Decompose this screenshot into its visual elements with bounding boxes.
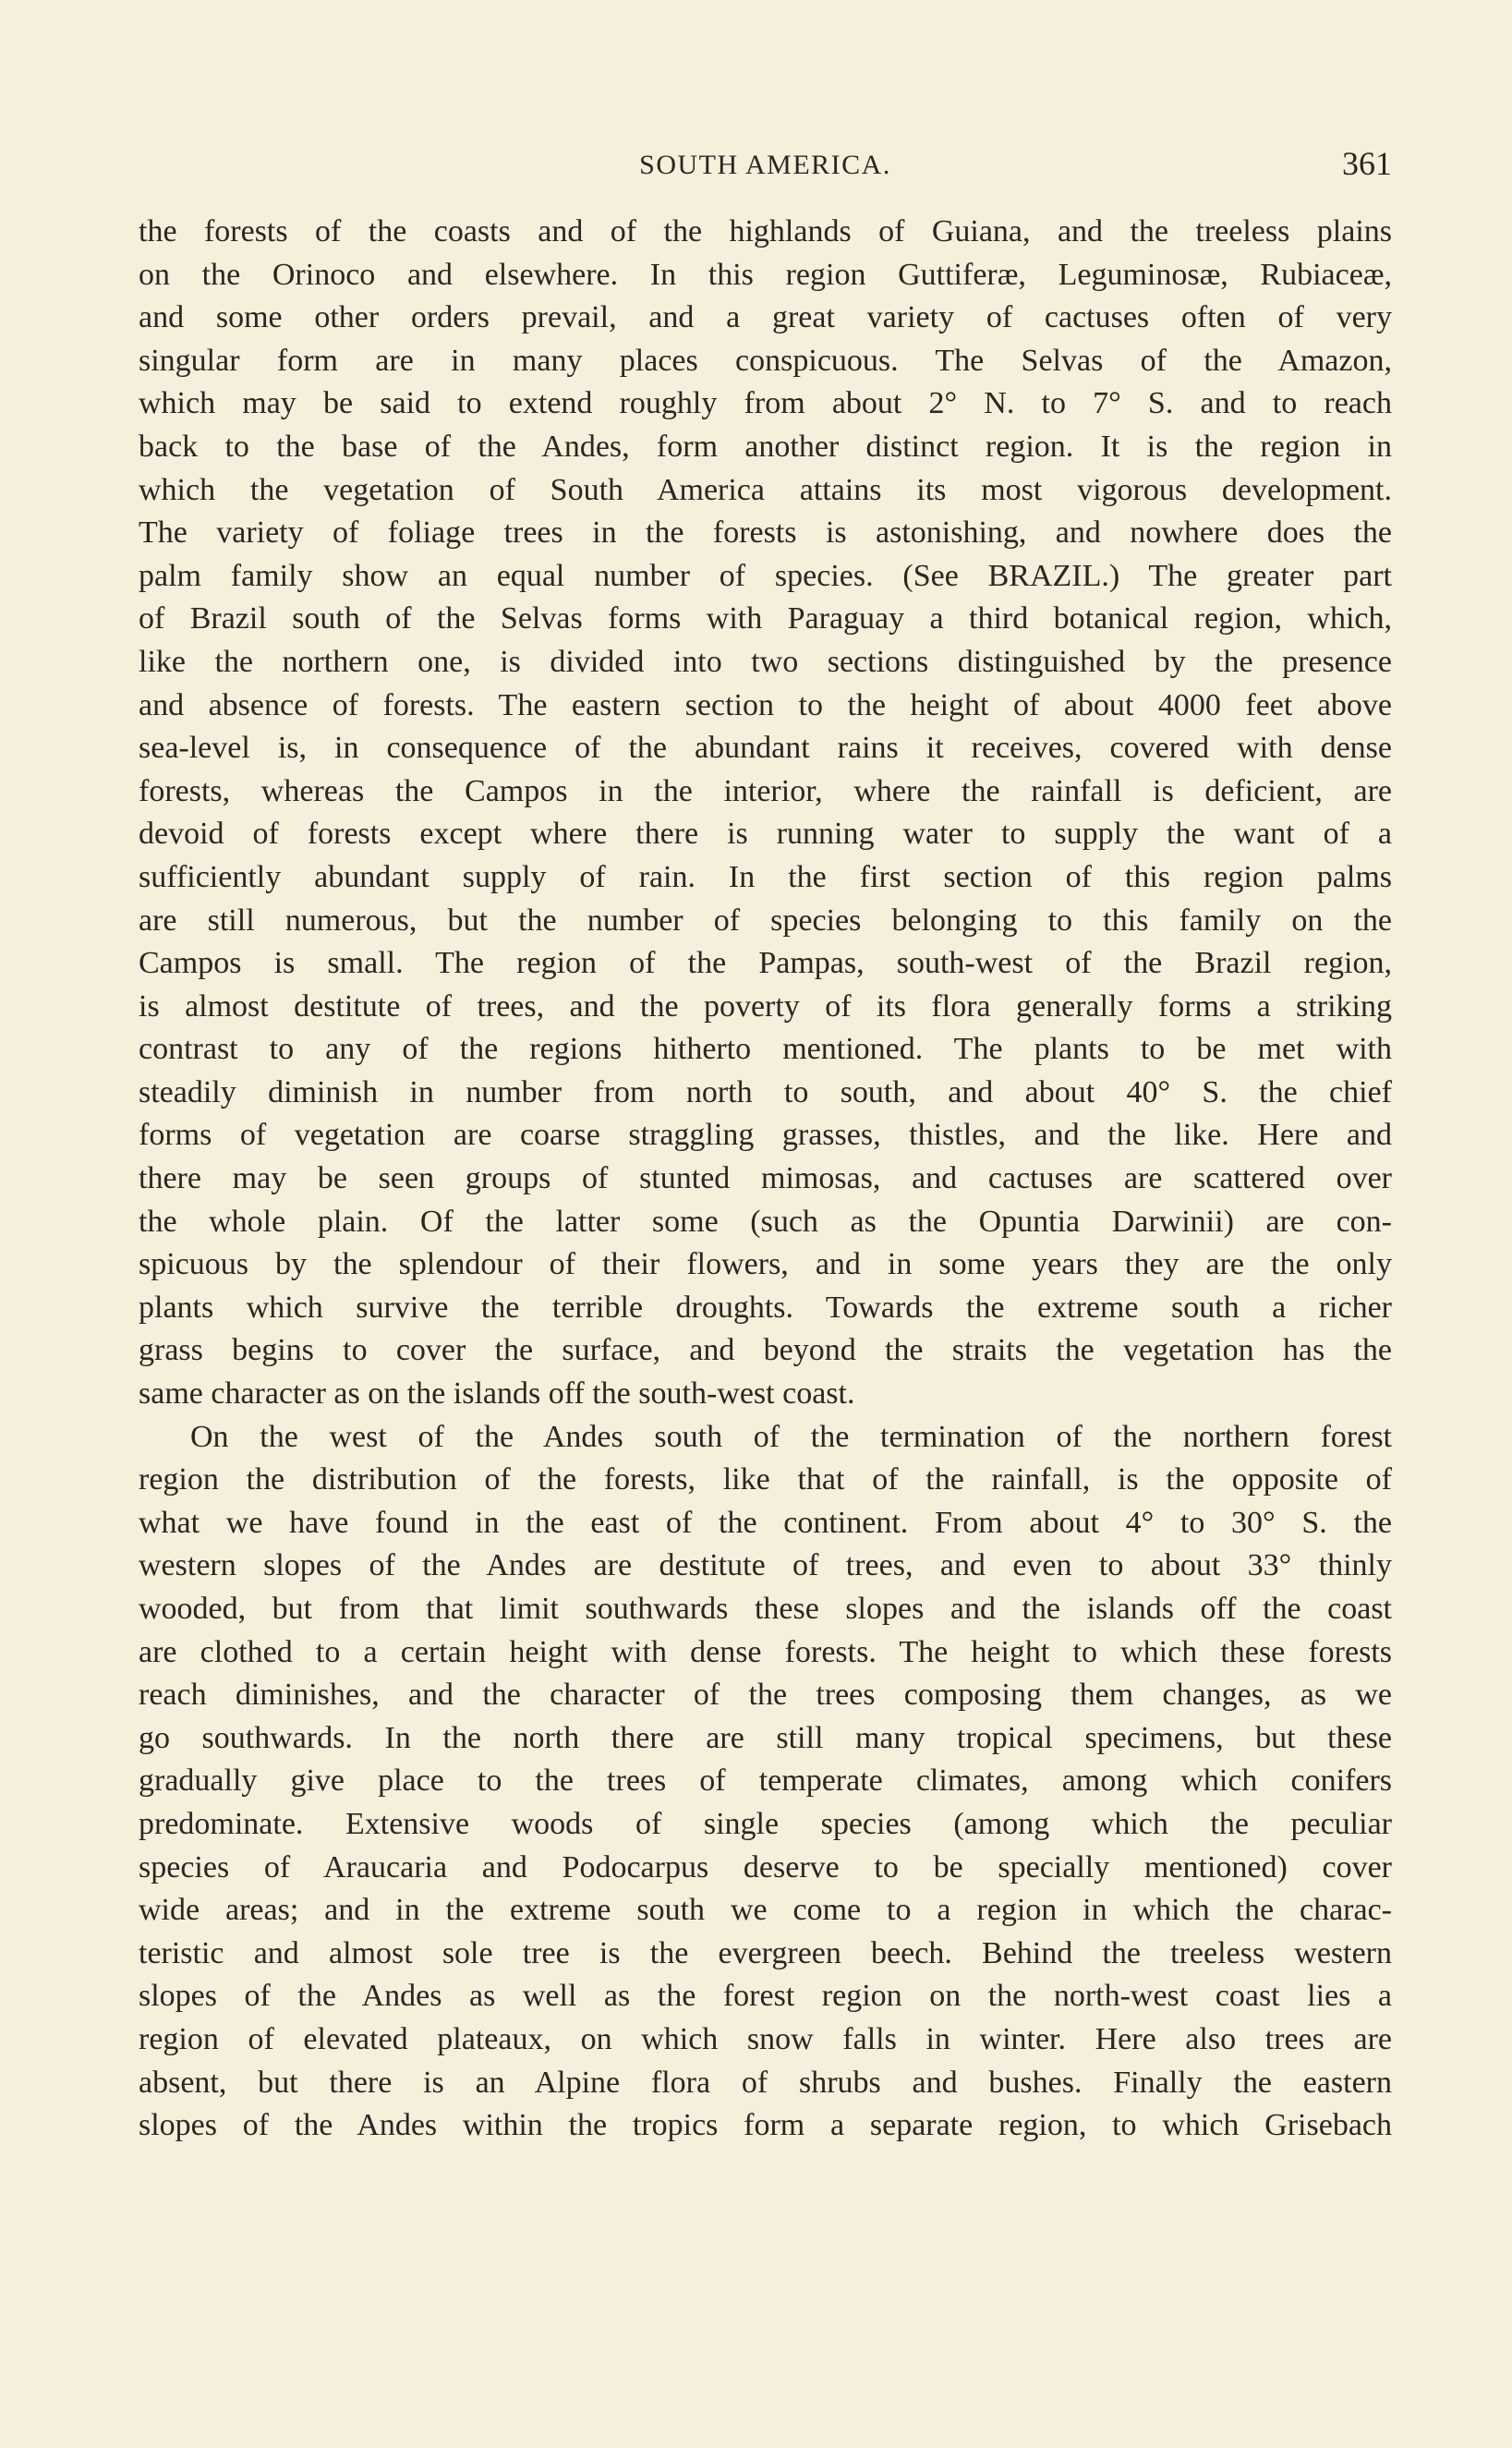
text-line: and some other orders prevail, and a great variety of cactuses often of very	[139, 300, 1392, 335]
text-line: devoid of forests except where there is running water to supply the want of a	[139, 817, 1392, 852]
text-line: palm family show an equal number of species. (See BRAZIL.) The greater part	[139, 558, 1392, 593]
text-line: teristic and almost sole tree is the evergreen beech. Behind the treeless western	[139, 1935, 1392, 1970]
text-line: reach diminishes, and the character of the trees composing them changes, as we	[139, 1678, 1392, 1713]
text-line: of Brazil south of the Selvas forms with Paraguay a third botanical region, which,	[139, 601, 1392, 636]
text-line: plants which survive the terrible droughts. Towards the extreme south a richer	[139, 1290, 1392, 1325]
text-line: back to the base of the Andes, form another distinct region. It is the region in	[139, 429, 1392, 464]
text-line: grass begins to cover the surface, and beyond the straits the vegetation has the	[139, 1333, 1392, 1368]
text-line: singular form are in many places conspicuous. The Selvas of the Amazon,	[139, 343, 1392, 378]
text-line: which the vegetation of South America attains its most vigorous development.	[139, 472, 1392, 507]
text-line: On the west of the Andes south of the termination of the northern forest	[190, 1419, 1392, 1454]
text-line: wooded, but from that limit southwards these slopes and the islands off the coast	[139, 1592, 1392, 1626]
text-line: the whole plain. Of the latter some (such as the Opuntia Darwinii) are con-	[139, 1204, 1392, 1239]
body-text	[139, 211, 1392, 2148]
text-line: region of elevated plateaux, on which snow falls in winter. Here also trees are	[139, 2021, 1392, 2056]
text-line: is almost destitute of trees, and the poverty of its flora generally forms a striking	[139, 988, 1392, 1024]
text-line: are still numerous, but the number of species belonging to this family on the	[139, 903, 1392, 938]
text-line: like the northern one, is divided into two sections distinguished by the presence	[139, 644, 1392, 679]
text-line: wide areas; and in the extreme south we come to a region in which the charac-	[139, 1893, 1392, 1928]
page-number: 361	[1342, 145, 1392, 182]
text-line: The variety of foliage trees in the forests is astonishing, and nowhere does the	[139, 515, 1392, 551]
text-line: spicuous by the splendour of their flowers, and in some years they are the only	[139, 1247, 1392, 1282]
text-line: absent, but there is an Alpine flora of shrubs and bushes. Finally the eastern	[139, 2065, 1392, 2100]
text-line: and absence of forests. The eastern section to the height of about 4000 feet above	[139, 687, 1392, 722]
text-line: sea-level is, in consequence of the abundant rains it receives, covered with dense	[139, 731, 1392, 766]
text-line: steadily diminish in number from north to south, and about 40° S. the chief	[139, 1074, 1392, 1109]
text-line: predominate. Extensive woods of single species (among which the peculiar	[139, 1806, 1392, 1841]
text-line: are clothed to a certain height with dense forests. The height to which these forests	[139, 1634, 1392, 1669]
text-line: western slopes of the Andes are destitute of trees, and even to about 33° thinly	[139, 1548, 1392, 1583]
text-line: forms of vegetation are coarse straggling grasses, thistles, and the like. Here and	[139, 1118, 1392, 1153]
running-title: SOUTH AMERICA.	[639, 150, 891, 180]
text-line: gradually give place to the trees of temperate climates, among which conifers	[139, 1763, 1392, 1799]
text-line: slopes of the Andes as well as the forest region on the north-west coast lies a	[139, 1979, 1392, 2014]
text-line: Campos is small. The region of the Pampas, south-west of the Brazil region,	[139, 946, 1392, 981]
text-line: species of Araucaria and Podocarpus deserve to be specially mentioned) cover	[139, 1849, 1392, 1884]
text-line: there may be seen groups of stunted mimosas, and cactuses are scattered over	[139, 1161, 1392, 1196]
text-line: what we have found in the east of the continent. From about 4° to 30° S. the	[139, 1505, 1392, 1540]
text-line: region the distribution of the forests, like that of the rainfall, is the opposite of	[139, 1462, 1392, 1497]
text-line: slopes of the Andes within the tropics form a separate region, to which Grisebach	[139, 2108, 1392, 2143]
text-line: on the Orinoco and elsewhere. In this region Guttiferæ, Leguminosæ, Rubiaceæ,	[139, 257, 1392, 292]
running-head	[139, 144, 1392, 190]
text-line: go southwards. In the north there are still many tropical specimens, but these	[139, 1720, 1392, 1755]
text-line: the forests of the coasts and of the highlands of Guiana, and the treeless plains	[139, 214, 1392, 248]
text-line: sufficiently abundant supply of rain. In the first section of this region palms	[139, 859, 1392, 894]
text-line: contrast to any of the regions hitherto mentioned. The plants to be met with	[139, 1032, 1392, 1067]
text-line: forests, whereas the Campos in the interior, where the rainfall is deficient, are	[139, 773, 1392, 808]
text-line: which may be said to extend roughly from about 2° N. to 7° S. and to reach	[139, 386, 1392, 421]
text-line: same character as on the islands off the south-west coast.	[139, 1376, 855, 1412]
